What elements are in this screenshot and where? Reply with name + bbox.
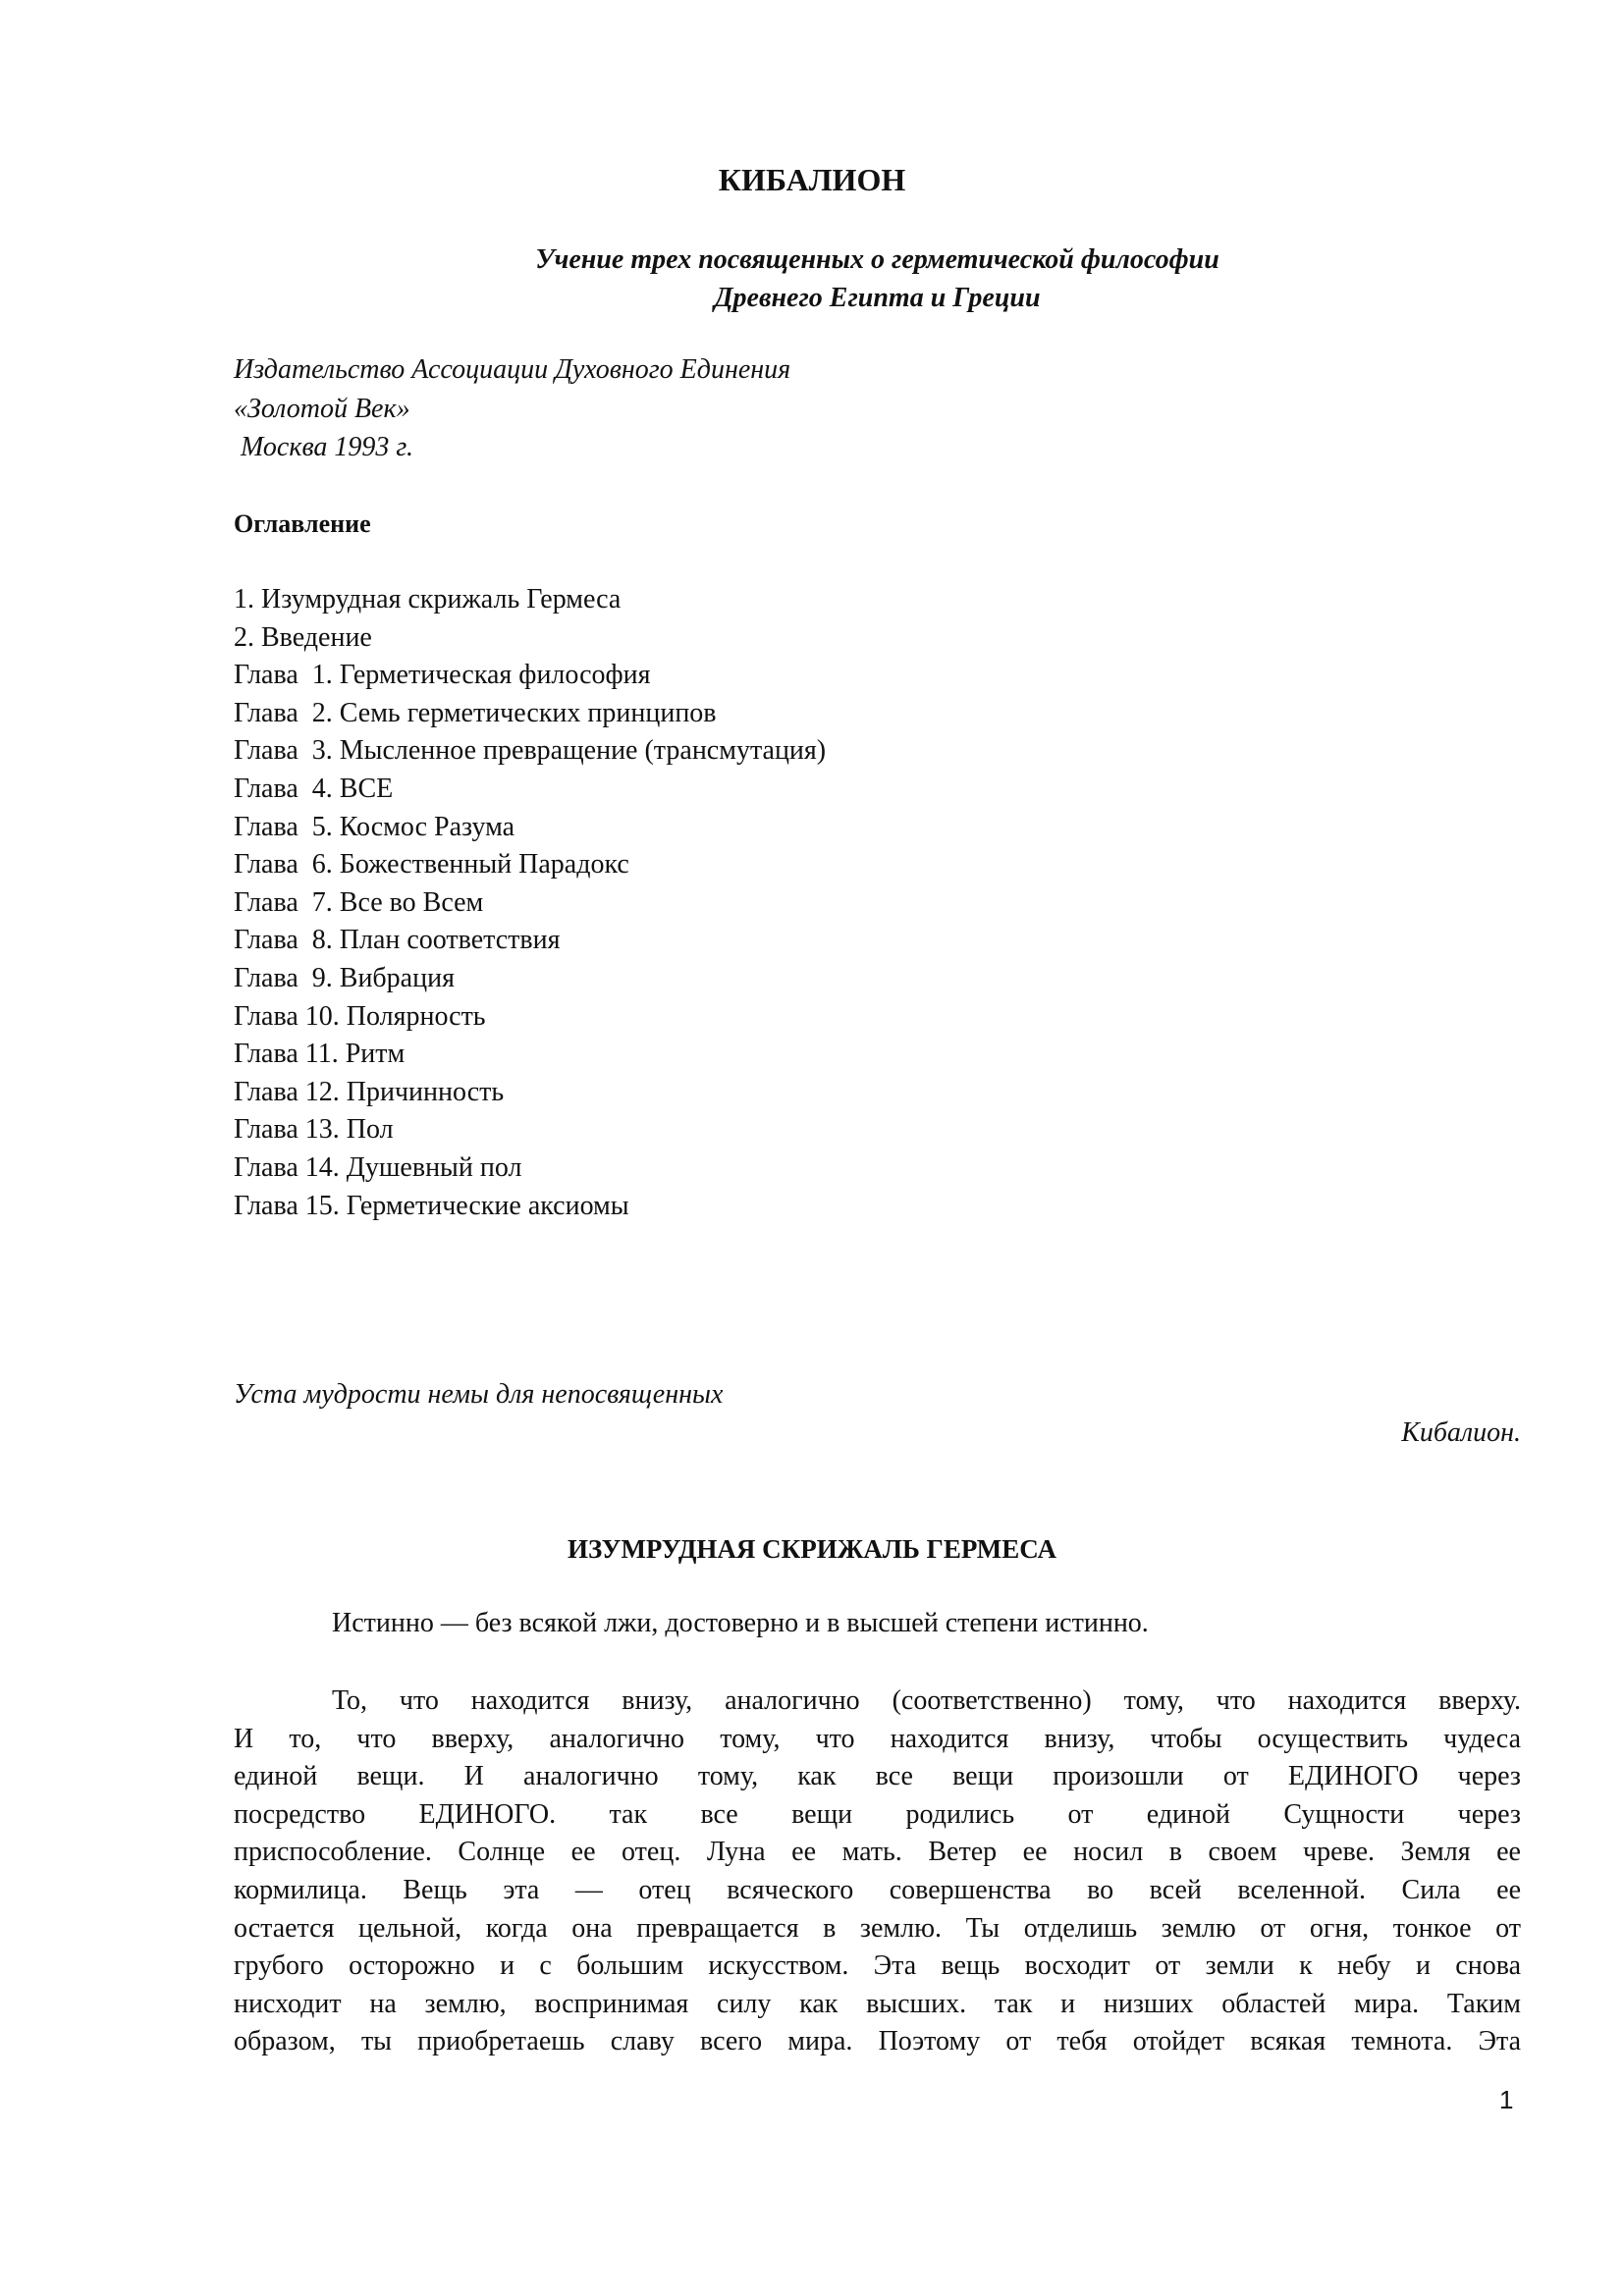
paragraph-line: единой вещи. И аналогично тому, как все вещи произошли от ЕДИНОГО через (234, 1761, 1521, 1792)
toc-item: Глава 15. Герметические аксиомы (234, 1190, 629, 1221)
subtitle-line-2: Древнего Египта и Греции (714, 283, 1041, 313)
paragraph-line: посредство ЕДИНОГО. так все вещи родились от единой Сущности через (234, 1798, 1521, 1830)
toc-item: Глава 13. Пол (234, 1114, 394, 1146)
paragraph-line: нисходит на землю, воспринимая силу как высших. так и низших областей мира. Таким (234, 1988, 1521, 2019)
toc-item: Глава 6. Божественный Парадокс (234, 849, 629, 881)
publisher-line-1: Издательство Ассоциации Духовного Единения (234, 354, 791, 385)
toc-item: Глава 7. Все во Всем (234, 886, 484, 918)
body-paragraph (234, 1682, 1521, 2061)
paragraph-line: приспособление. Солнце ее отец. Луна ее мать. Ветер ее носил в своем чреве. Земля ее (234, 1837, 1521, 1868)
page-number: 1 (1499, 2085, 1514, 2114)
epigraph-source: Кибалион. (1401, 1417, 1521, 1448)
subtitle-line-1: Учение трех посвященных о герметической философии (535, 244, 1219, 275)
paragraph-line: остается цельной, когда она превращается в землю. Ты отделишь землю от огня, тонкое от (234, 1912, 1521, 1944)
toc-item: Глава 1. Герметическая философия (234, 660, 651, 691)
toc-item: Глава 14. Душевный пол (234, 1151, 522, 1183)
toc-item: Глава 4. ВСЕ (234, 773, 394, 804)
epigraph-text: Уста мудрости немы для непосвященных (234, 1379, 724, 1410)
toc-item: Глава 3. Мысленное превращение (трансмутация) (234, 735, 827, 767)
toc-item: Глава 2. Семь герметических принципов (234, 697, 717, 728)
toc-item: Глава 12. Причинность (234, 1076, 505, 1107)
publisher-line-3: Москва 1993 г. (234, 432, 413, 462)
paragraph-line: образом, ты приобретаешь славу всего мира. Поэтому от тебя отойдет всякая темнота. Эта (234, 2026, 1521, 2057)
paragraph-line: грубого осторожно и с большим искусством. Эта вещь восходит от земли к небу и снова (234, 1950, 1521, 1982)
section-heading: ИЗУМРУДНАЯ СКРИЖАЛЬ ГЕРМЕСА (568, 1534, 1056, 1564)
toc-heading: Оглавление (234, 509, 371, 538)
publisher-line-2: «Золотой Век» (234, 394, 410, 424)
paragraph-line: кормилица. Вещь эта — отец всяческого совершенства во всей вселенной. Сила ее (234, 1874, 1521, 1905)
toc-item: Глава 8. План соответствия (234, 925, 561, 956)
toc-item: 1. Изумрудная скрижаль Гермеса (234, 584, 622, 614)
document-title: КИБАЛИОН (718, 162, 906, 197)
toc-item: Глава 10. Полярность (234, 1000, 486, 1032)
paragraph-line: И то, что вверху, аналогично тому, что находится внизу, чтобы осуществить чудеса (234, 1723, 1521, 1754)
toc-item: Глава 5. Космос Разума (234, 811, 515, 842)
lead-sentence: Истинно — без всякой лжи, достоверно и в высшей степени истинно. (332, 1608, 1149, 1638)
toc-item: Глава 11. Ритм (234, 1039, 406, 1070)
paragraph-line: То, что находится внизу, аналогично (соответственно) тому, что находится вверху. (332, 1685, 1521, 1716)
toc-item: Глава 9. Вибрация (234, 962, 455, 993)
toc-item: 2. Введение (234, 621, 372, 653)
table-of-contents (234, 581, 826, 1225)
